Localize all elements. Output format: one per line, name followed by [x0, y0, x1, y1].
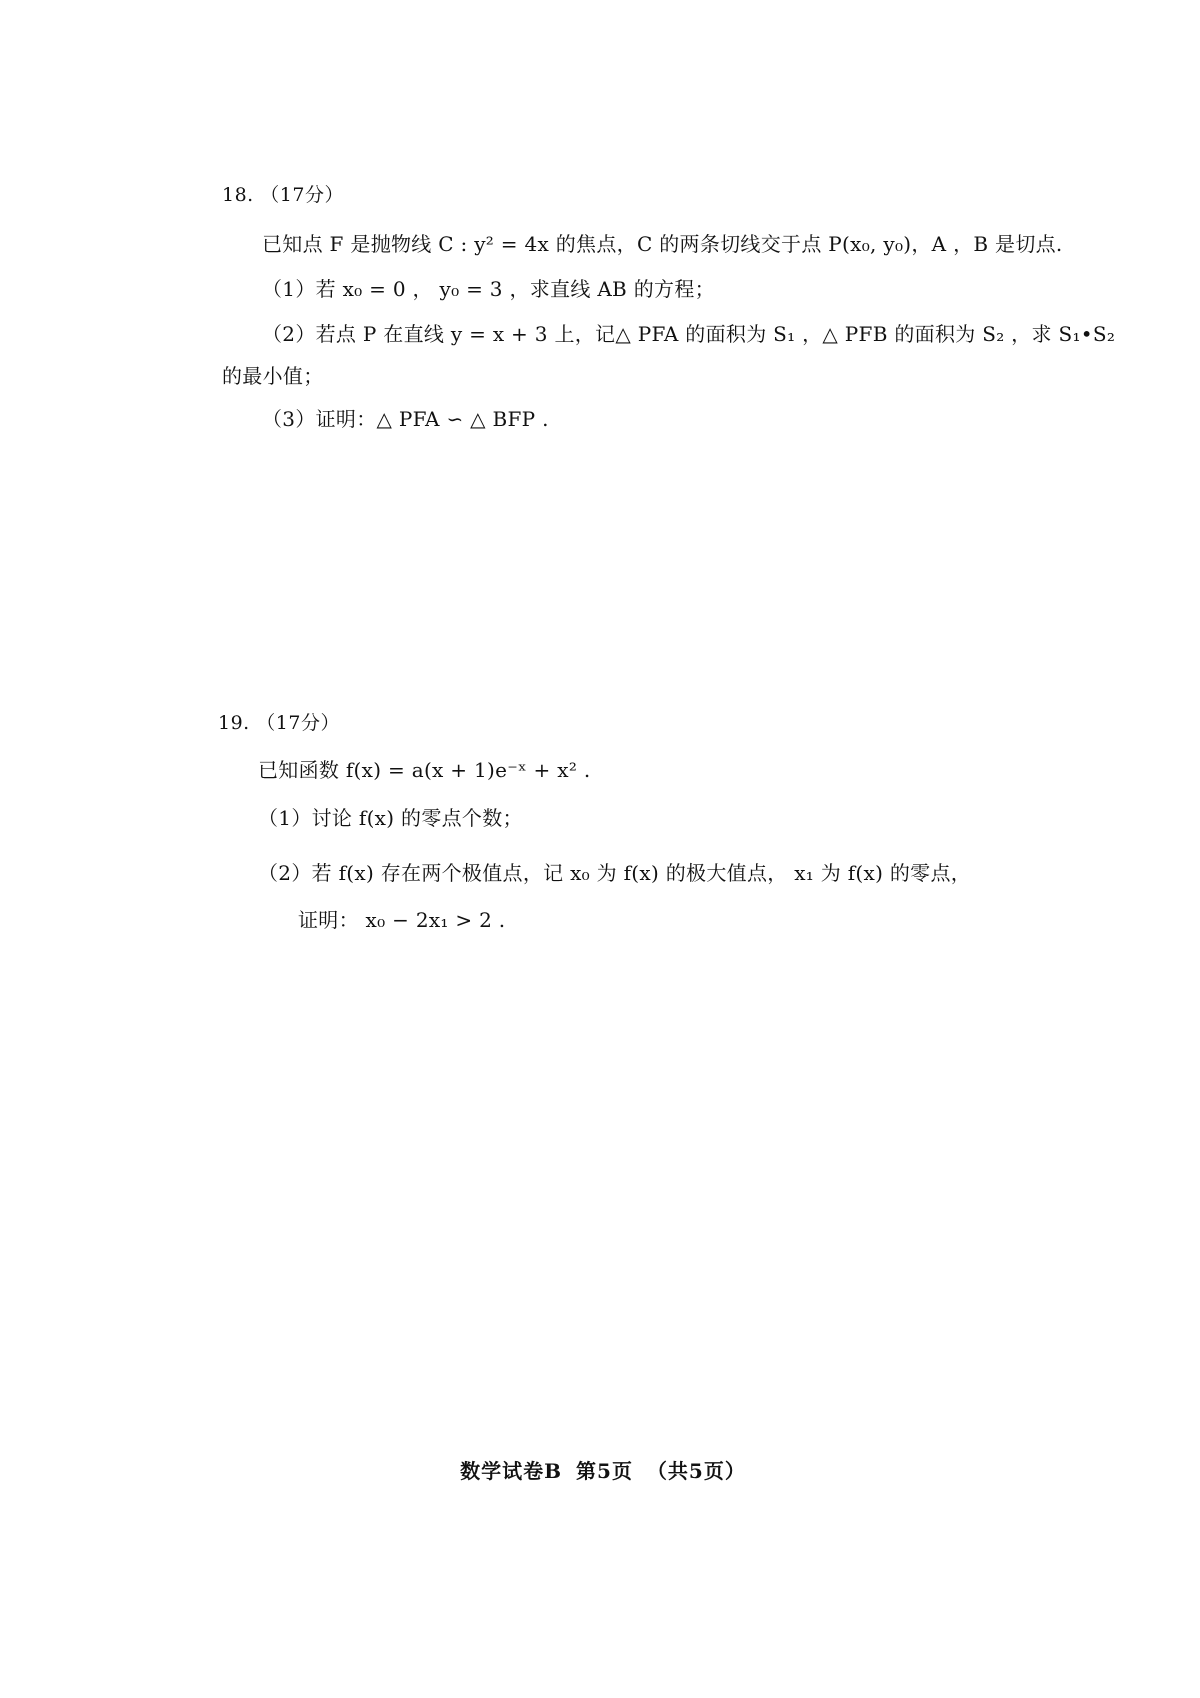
problem-18-part-1: （1）若 x₀ = 0 ， y₀ = 3 ，求直线 AB 的方程； — [262, 277, 715, 301]
problem-19-part-2: （2）若 f(x) 存在两个极值点，记 x₀ 为 f(x) 的极大值点， x₁ 为 f(x) 的零点， — [258, 861, 972, 885]
problem-18-header — [222, 180, 344, 207]
problem-number: 19. — [218, 712, 250, 734]
problem-18-stem: 已知点 F 是抛物线 C : y² = 4x 的焦点，C 的两条切线交于点 P(x₀, y₀)，A ，B 是切点. — [262, 232, 1063, 256]
problem-19-stem: 已知函数 f(x) = a(x + 1)e⁻ˣ + x² . — [258, 758, 591, 782]
footer-subject: 数学试卷B — [460, 1459, 563, 1483]
footer-page: 第5页 — [576, 1459, 633, 1483]
problem-19-header — [218, 708, 340, 735]
problem-18-part-2-continued: 的最小值； — [222, 364, 324, 388]
footer-total: （共5页） — [646, 1459, 746, 1483]
problem-18-part-3: （3）证明：△ PFA ∽ △ BFP . — [262, 407, 549, 431]
problem-points: （17分） — [256, 712, 340, 734]
problem-18-part-2: （2）若点 P 在直线 y = x + 3 上，记△ PFA 的面积为 S₁ ，△ PFB 的面积为 S₂ ，求 S₁•S₂ — [262, 322, 1116, 346]
page-footer — [0, 1455, 1200, 1484]
problem-points: （17分） — [260, 184, 344, 206]
problem-19-part-2-proof: 证明： x₀ − 2x₁ > 2 . — [298, 908, 506, 932]
problem-number: 18. — [222, 184, 254, 206]
problem-19-part-1: （1）讨论 f(x) 的零点个数； — [258, 806, 523, 830]
